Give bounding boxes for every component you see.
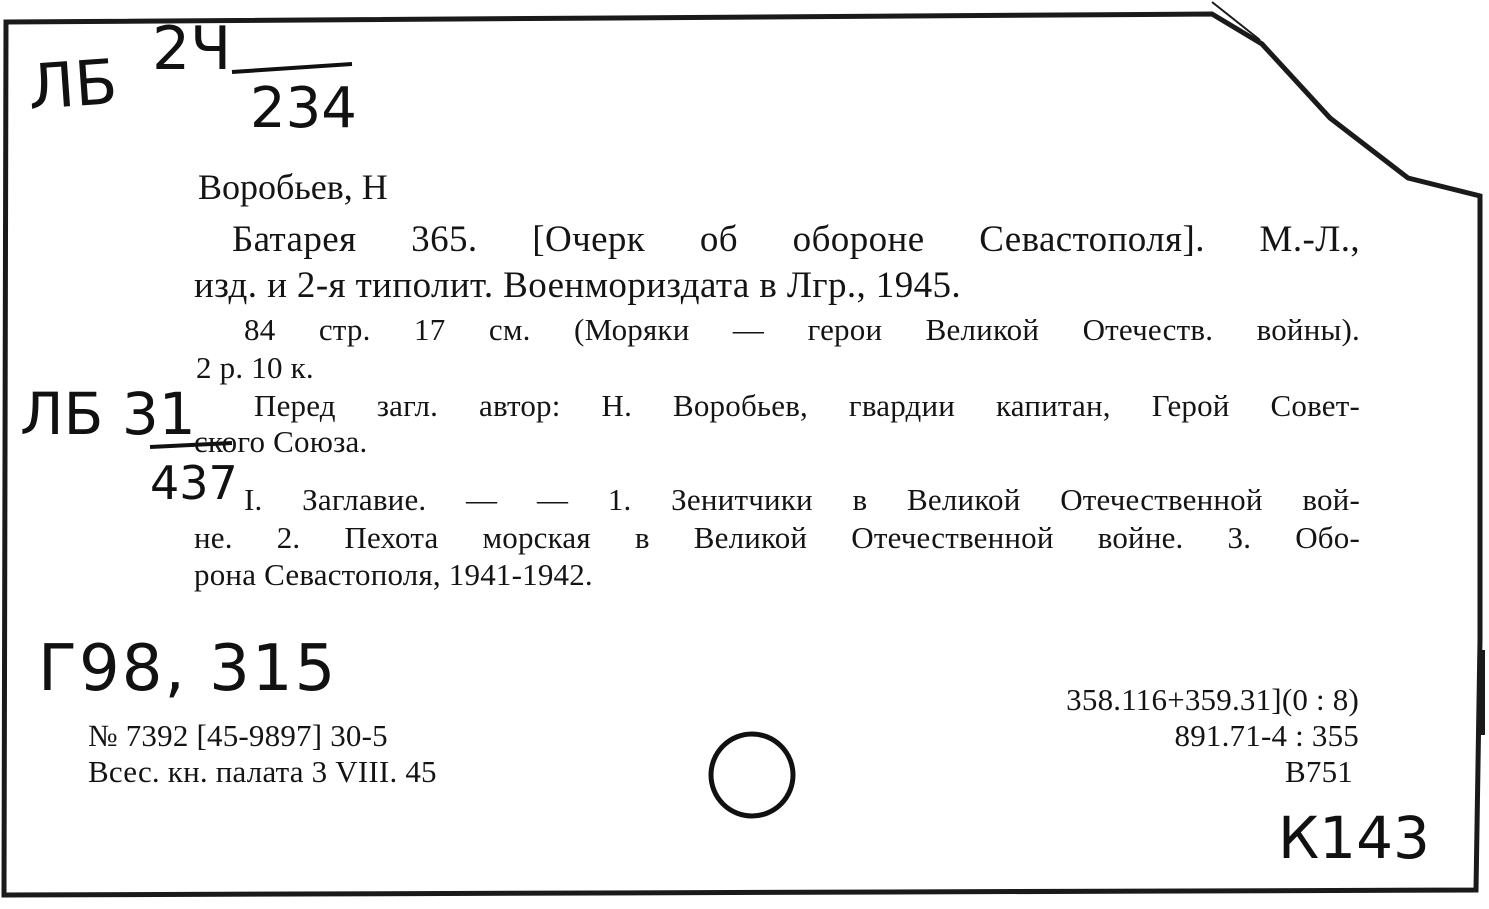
card-subject-line-1: I. Заглавие. — — 1. Зенитчики в Великой Отечественной вой-	[244, 482, 1360, 517]
cutter-number: В751	[1285, 754, 1353, 789]
card-author: Воробьев, Н	[198, 167, 388, 207]
handwritten-bottom-right: К143	[1278, 804, 1430, 872]
stamp-circle	[711, 734, 793, 816]
handwritten-mid-below: 437	[150, 456, 238, 510]
card-note-line-1: Перед загл. автор: Н. Воробьев, гвардии капитан, Герой Совет-	[254, 388, 1360, 423]
udc-index-2: 891.71-4 : 355	[1174, 718, 1359, 753]
card-note-line-2: ского Союза.	[194, 424, 368, 459]
card-physical-line-2: 2 р. 10 к.	[196, 350, 314, 385]
card-title-line-1: Батарея 365. [Очерк об обороне Севастополя]. М.-Л.,	[232, 219, 1360, 260]
handwritten-top-number: 2Ч	[152, 14, 232, 84]
record-number: № 7392 [45-9897] 30-5	[88, 718, 388, 753]
handwritten-top-number-below: 234	[250, 76, 357, 141]
udc-index-1: 358.116+359.31](0 : 8)	[1066, 682, 1359, 717]
handwritten-shelf-mark: Г98, 315	[38, 632, 338, 706]
card-physical-line-1: 84 стр. 17 см. (Моряки — герои Великой Отечеств. войны).	[244, 312, 1360, 347]
handwritten-top-left: ЛБ	[25, 44, 120, 125]
book-chamber-stamp: Всес. кн. палата 3 VIII. 45	[88, 754, 437, 789]
card-subject-line-2: не. 2. Пехота морская в Великой Отечественной войне. 3. Обо-	[194, 520, 1360, 555]
card-subject-line-3: рона Севастополя, 1941-1942.	[194, 557, 593, 592]
card-title-line-2: изд. и 2-я типолит. Военмориздата в Лгр., 1945.	[194, 265, 962, 306]
handwritten-mid-left: ЛБ 31	[20, 380, 196, 448]
